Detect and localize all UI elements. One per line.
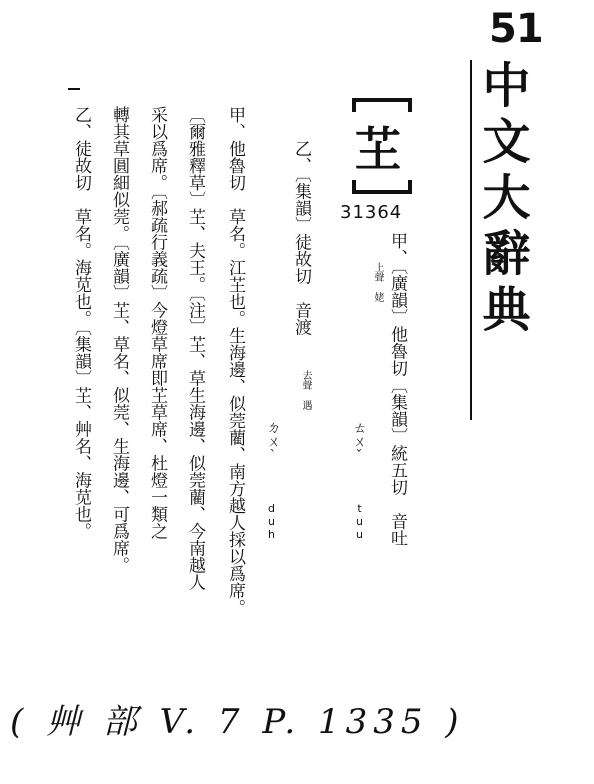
page-number: 51	[489, 6, 543, 52]
reading-a-roman: tuu	[353, 502, 366, 541]
reading-a-line: 甲、〔廣韻〕他魯切〔集韻〕統五切 音吐	[387, 232, 407, 547]
handwritten-source-note: ( 艸 部 V. 7 P. 1335 )	[10, 702, 465, 742]
reading-b-line: 乙、〔集韻〕徒故切 音渡	[291, 140, 311, 336]
reading-b-tone: 去聲 遇	[300, 370, 311, 410]
definition-line: 乙、徒故切 草名。海苋也。〔集韻〕芏、艸名、海苋也。	[71, 106, 91, 540]
headword: 芏	[352, 98, 404, 194]
reading-b-zhuyin: ㄉㄨˋ	[265, 420, 281, 464]
reading-a-zhuyin: ㄊㄨˇ	[351, 420, 367, 464]
entry-number: 31364	[340, 202, 403, 223]
title-divider	[470, 60, 472, 420]
margin-dash	[68, 88, 80, 90]
definition-line: 轉其草圓細似莞。〔廣韻〕芏、草名、似莞、生海邊、可爲席。	[109, 106, 129, 574]
reading-a-tone: 上聲 姥	[372, 262, 383, 302]
definition-line: 采以爲席。〔郝疏行義疏〕今燈草席即芏草席、杜燈一類之	[147, 106, 167, 540]
definition-line: 〔爾雅釋草〕芏、夫王。〔注〕芏、草生海邊、似莞藺、今南越人	[185, 106, 205, 591]
definition-line: 甲、他魯切 草名。江芏也。生海邊、似莞藺、南方越人採以爲席。	[225, 106, 245, 616]
dictionary-title: 中文大辭典	[474, 60, 530, 340]
reading-b-roman: duh	[265, 502, 278, 541]
